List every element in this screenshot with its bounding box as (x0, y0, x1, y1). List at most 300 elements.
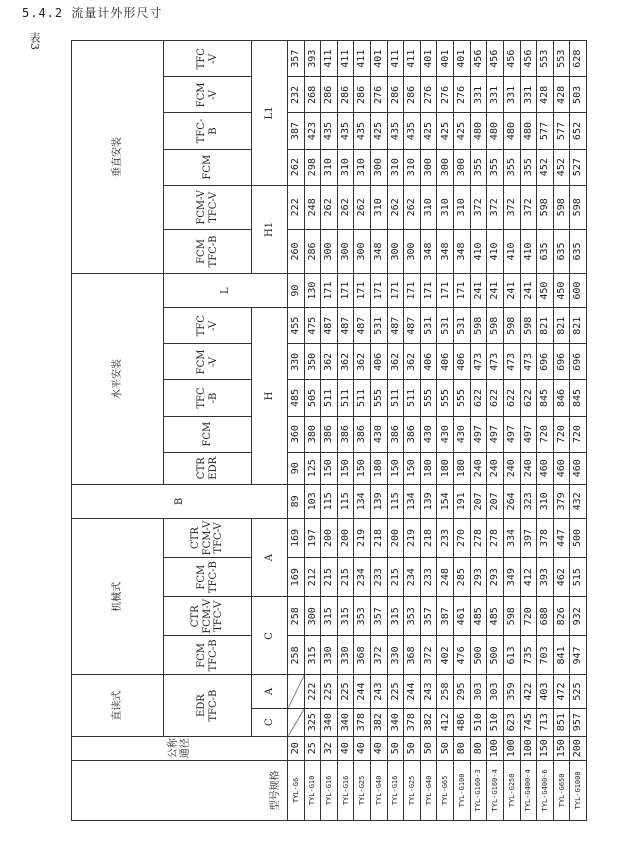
cell-h-fcm: 430 (437, 416, 454, 452)
cell-h-ctr: 240 (503, 452, 520, 484)
cell-v-fcm: 355 (487, 149, 504, 185)
header-mech-c-ctr: CTR FCM-V TFC-V (164, 597, 252, 636)
cell-m-a2: 200 (321, 518, 338, 557)
cell-m-c1: 372 (371, 636, 388, 675)
cell-v-tfcv: 553 (537, 41, 554, 77)
cell-h-tfcb: 555 (420, 380, 437, 416)
cell-v-h1b: 262 (354, 185, 371, 229)
cell-h-tfcb: 846 (553, 380, 570, 416)
cell-v-tfcv: 401 (454, 41, 471, 77)
cell-h-tfcb: 511 (354, 380, 371, 416)
cell-m-a1: 215 (387, 558, 404, 597)
cell-v-fcmv: 276 (420, 77, 437, 113)
cell-h-tfcb: 845 (570, 380, 587, 416)
cell-v-h1a: 635 (537, 229, 554, 273)
cell-v-h1a: 260 (288, 229, 305, 273)
cell-v-h1a: 348 (371, 229, 388, 273)
table-row (420, 41, 437, 821)
cell-h-fcm: 386 (354, 416, 371, 452)
cell-h-fcm: 497 (487, 416, 504, 452)
cell-m-c2: 387 (437, 597, 454, 636)
cell-h-tfcb: 511 (321, 380, 338, 416)
cell-m-a1: 462 (553, 558, 570, 597)
cell-dn: 32 (321, 736, 338, 760)
cell-dn: 100 (503, 736, 520, 760)
cell-m-a1: 233 (420, 558, 437, 597)
cell-v-tfcv: 456 (470, 41, 487, 77)
cell-v-tfcb: 425 (437, 113, 454, 149)
cell-b: 139 (420, 484, 437, 518)
cell-b: 207 (487, 484, 504, 518)
cell-dn: 100 (520, 736, 537, 760)
cell-h-fcm: 430 (420, 416, 437, 452)
cell-v-fcmv: 286 (387, 77, 404, 113)
cell-v-tfcb: 435 (387, 113, 404, 149)
cell-m-a2: 378 (537, 518, 554, 557)
header-v-tfcb: TFC- B (164, 113, 252, 149)
cell-v-h1a: 410 (470, 229, 487, 273)
header-ctr-edr: CTR EDR (164, 452, 252, 484)
cell-b: 310 (537, 484, 554, 518)
cell-v-tfcb: 425 (454, 113, 471, 149)
cell-v-h1b: 598 (537, 185, 554, 229)
cell-m-a2: 200 (337, 518, 354, 557)
cell-b: 115 (321, 484, 338, 518)
cell-h-ctr: 150 (337, 452, 354, 484)
table-row (354, 41, 371, 821)
cell-m-c2: 485 (487, 597, 504, 636)
header-h-tfcv: TFC -V (164, 308, 252, 344)
table-row (570, 41, 587, 821)
table-row (470, 41, 487, 821)
cell-h-tfcv: 821 (537, 308, 554, 344)
cell-m-c1: 613 (503, 636, 520, 675)
cell-v-tfcb: 577 (537, 113, 554, 149)
cell-v-fcmv: 331 (470, 77, 487, 113)
cell-dr-c: 412 (437, 708, 454, 736)
cell-v-h1a: 300 (404, 229, 421, 273)
cell-v-fcm: 300 (420, 149, 437, 185)
cell-v-tfcv: 456 (487, 41, 504, 77)
cell-l: 171 (354, 274, 371, 308)
cell-m-a1: 248 (437, 558, 454, 597)
cell-v-fcm: 310 (354, 149, 371, 185)
table-row (437, 41, 454, 821)
header-mech-a-ctr: CTR FCM-V TFC-V (164, 518, 252, 557)
cell-v-h1a: 300 (387, 229, 404, 273)
header-edr-tfcb: EDR TFC-B (164, 675, 252, 736)
cell-b: 89 (288, 484, 305, 518)
cell-h-tfcv: 487 (337, 308, 354, 344)
cell-model: TYL-G40 (420, 760, 437, 820)
cell-m-c1: 735 (520, 636, 537, 675)
cell-dn: 25 (304, 736, 321, 760)
cell-h-ctr: 90 (288, 452, 305, 484)
cell-h-tfcv: 821 (570, 308, 587, 344)
cell-h-tfcb: 485 (288, 380, 305, 416)
cell-m-a1: 293 (470, 558, 487, 597)
cell-h-fcmv: 473 (503, 344, 520, 380)
cell-v-fcm: 310 (387, 149, 404, 185)
cell-dr-c: 378 (404, 708, 421, 736)
cell-dr-a: 225 (387, 675, 404, 708)
cell-dn: 100 (487, 736, 504, 760)
header-dr-c: C (252, 708, 288, 736)
cell-m-a1: 215 (337, 558, 354, 597)
cell-m-c2: 315 (337, 597, 354, 636)
cell-v-fcmv: 503 (570, 77, 587, 113)
table-row (371, 41, 388, 821)
table-row (520, 41, 537, 821)
cell-h-fcm: 720 (553, 416, 570, 452)
cell-m-a2: 270 (454, 518, 471, 557)
cell-dr-a: 222 (304, 675, 321, 708)
cell-h-tfcv: 487 (404, 308, 421, 344)
cell-model: TYL-G16 (337, 760, 354, 820)
cell-v-tfcb: 435 (337, 113, 354, 149)
cell-m-c1: 402 (437, 636, 454, 675)
cell-h-fcmv: 696 (553, 344, 570, 380)
cell-v-h1b: 372 (470, 185, 487, 229)
cell-v-tfcb: 480 (503, 113, 520, 149)
cell-model: TYL-G25 (354, 760, 371, 820)
cell-l: 90 (288, 274, 305, 308)
cell-h-fcm: 720 (537, 416, 554, 452)
cell-dn: 50 (437, 736, 454, 760)
cell-h-tfcv: 531 (420, 308, 437, 344)
cell-v-fcm: 300 (371, 149, 388, 185)
cell-v-h1a: 410 (503, 229, 520, 273)
cell-h-ctr: 125 (304, 452, 321, 484)
header-v-fcm: FCM (164, 149, 252, 185)
cell-m-c1: 947 (570, 636, 587, 675)
cell-dn: 40 (337, 736, 354, 760)
cell-h-fcmv: 473 (520, 344, 537, 380)
cell-dn: 150 (553, 736, 570, 760)
cell-m-c2: 598 (503, 597, 520, 636)
cell-v-fcmv: 286 (354, 77, 371, 113)
table-body (72, 41, 587, 821)
table-row (404, 41, 421, 821)
cell-v-h1b: 372 (503, 185, 520, 229)
cell-v-h1a: 410 (487, 229, 504, 273)
cell-h-tfcv: 531 (371, 308, 388, 344)
cell-dr-a: 258 (437, 675, 454, 708)
cell-h-fcmv: 406 (437, 344, 454, 380)
cell-h-tfcv: 475 (304, 308, 321, 344)
cell-dr-a: 225 (321, 675, 338, 708)
cell-b: 323 (520, 484, 537, 518)
cell-m-a2: 334 (503, 518, 520, 557)
cell-v-tfcv: 393 (304, 41, 321, 77)
cell-v-fcm: 300 (454, 149, 471, 185)
cell-m-a2: 219 (354, 518, 371, 557)
cell-l: 241 (487, 274, 504, 308)
dimension-table (71, 40, 587, 821)
cell-m-c2: 315 (387, 597, 404, 636)
cell-dr-c: 382 (420, 708, 437, 736)
header-v-fcmv: FCM -V (164, 77, 252, 113)
cell-h-tfcv: 598 (487, 308, 504, 344)
cell-m-c2: 485 (470, 597, 487, 636)
cell-m-c2: 258 (288, 597, 305, 636)
cell-model: TYL-G25 (404, 760, 421, 820)
table-row (321, 41, 338, 821)
cell-b: 134 (404, 484, 421, 518)
cell-dr-a: 243 (420, 675, 437, 708)
header-h: H (252, 308, 288, 485)
cell-l: 171 (404, 274, 421, 308)
cell-m-c1: 500 (470, 636, 487, 675)
cell-b: 103 (304, 484, 321, 518)
cell-dr-c: 745 (520, 708, 537, 736)
cell-m-a1: 393 (537, 558, 554, 597)
cell-h-fcm: 720 (570, 416, 587, 452)
cell-h-ctr: 150 (354, 452, 371, 484)
cell-h-fcmv: 473 (487, 344, 504, 380)
table-row (337, 41, 354, 821)
cell-b: 115 (387, 484, 404, 518)
cell-model: TYL-G160-4 (487, 760, 504, 820)
cell-dr-c: 957 (570, 708, 587, 736)
cell-dr-a: 295 (454, 675, 471, 708)
cell-h-ctr: 180 (437, 452, 454, 484)
cell-h-ctr: 180 (371, 452, 388, 484)
cell-h-tfcb: 511 (404, 380, 421, 416)
cell-m-c1: 330 (337, 636, 354, 675)
cell-h-fcmv: 362 (404, 344, 421, 380)
cell-h-ctr: 240 (470, 452, 487, 484)
cell-l: 450 (537, 274, 554, 308)
cell-l: 241 (520, 274, 537, 308)
cell-h-tfcv: 531 (454, 308, 471, 344)
cell-h-tfcv: 487 (321, 308, 338, 344)
cell-m-c1: 500 (487, 636, 504, 675)
cell-m-a2: 200 (387, 518, 404, 557)
cell-v-tfcv: 456 (503, 41, 520, 77)
cell-v-h1a: 410 (520, 229, 537, 273)
cell-dr-a (288, 675, 305, 708)
cell-v-h1b: 598 (570, 185, 587, 229)
cell-v-fcm: 452 (553, 149, 570, 185)
cell-m-a2: 169 (288, 518, 305, 557)
cell-v-h1a: 300 (337, 229, 354, 273)
cell-m-a2: 218 (420, 518, 437, 557)
cell-v-fcm: 527 (570, 149, 587, 185)
cell-l: 130 (304, 274, 321, 308)
cell-model: TYL-G16 (387, 760, 404, 820)
cell-v-tfcb: 480 (470, 113, 487, 149)
cell-m-a1: 212 (304, 558, 321, 597)
cell-h-ctr: 150 (387, 452, 404, 484)
cell-l: 171 (371, 274, 388, 308)
cell-h-fcmv: 696 (570, 344, 587, 380)
cell-h-tfcv: 487 (354, 308, 371, 344)
header-dr-a: A (252, 675, 288, 708)
cell-h-fcm: 430 (371, 416, 388, 452)
header-vertical: 垂直安装 (72, 41, 164, 274)
cell-model: TYL-G40 (371, 760, 388, 820)
cell-h-ctr: 460 (553, 452, 570, 484)
cell-h-fcm: 497 (503, 416, 520, 452)
cell-h-tfcb: 622 (520, 380, 537, 416)
cell-m-a2: 278 (487, 518, 504, 557)
cell-l: 450 (553, 274, 570, 308)
cell-h-tfcv: 487 (387, 308, 404, 344)
cell-h-tfcb: 505 (304, 380, 321, 416)
cell-dr-a: 243 (371, 675, 388, 708)
table-row (454, 41, 471, 821)
cell-b: 191 (454, 484, 471, 518)
cell-h-tfcb: 622 (503, 380, 520, 416)
section-title: 5.4.2 流量计外形尺寸 (22, 6, 163, 20)
cell-v-fcmv: 428 (553, 77, 570, 113)
cell-h-ctr: 240 (487, 452, 504, 484)
cell-m-a2: 218 (371, 518, 388, 557)
cell-v-tfcv: 401 (437, 41, 454, 77)
cell-h-fcm: 497 (470, 416, 487, 452)
cell-l: 241 (503, 274, 520, 308)
cell-m-c2: 357 (420, 597, 437, 636)
cell-v-h1a: 300 (321, 229, 338, 273)
cell-h-tfcb: 555 (371, 380, 388, 416)
cell-m-c2: 461 (454, 597, 471, 636)
cell-m-c1: 368 (354, 636, 371, 675)
cell-m-a1: 349 (503, 558, 520, 597)
cell-h-tfcv: 531 (437, 308, 454, 344)
cell-v-fcm: 262 (288, 149, 305, 185)
cell-m-a2: 447 (553, 518, 570, 557)
cell-b: 154 (437, 484, 454, 518)
cell-m-a2: 500 (570, 518, 587, 557)
cell-h-fcm: 386 (404, 416, 421, 452)
cell-model: TYL-G65 (437, 760, 454, 820)
cell-m-c2: 688 (537, 597, 554, 636)
cell-dn: 150 (537, 736, 554, 760)
cell-v-h1a: 348 (454, 229, 471, 273)
cell-m-c1: 330 (387, 636, 404, 675)
cell-dr-a: 422 (520, 675, 537, 708)
cell-v-tfcv: 357 (288, 41, 305, 77)
cell-m-c2: 353 (404, 597, 421, 636)
cell-dr-c: 382 (371, 708, 388, 736)
cell-v-h1b: 262 (337, 185, 354, 229)
table-row (553, 41, 570, 821)
cell-v-fcmv: 276 (454, 77, 471, 113)
cell-dr-c: 486 (454, 708, 471, 736)
cell-h-tfcb: 511 (337, 380, 354, 416)
cell-dr-a: 303 (470, 675, 487, 708)
cell-v-fcmv: 286 (321, 77, 338, 113)
cell-dr-a: 472 (553, 675, 570, 708)
cell-h-tfcb: 622 (470, 380, 487, 416)
cell-model: TYL-G6 (288, 760, 305, 820)
cell-h-fcmv: 362 (387, 344, 404, 380)
cell-dr-c: 325 (304, 708, 321, 736)
cell-model: TYL-G650 (553, 760, 570, 820)
cell-m-a1: 169 (288, 558, 305, 597)
cell-m-c1: 703 (537, 636, 554, 675)
cell-model: TYL-G400-4 (520, 760, 537, 820)
cell-v-fcmv: 276 (437, 77, 454, 113)
cell-h-fcm: 430 (454, 416, 471, 452)
cell-v-tfcv: 411 (337, 41, 354, 77)
cell-v-fcm: 310 (321, 149, 338, 185)
header-mech-a-fcm: FCM TFC-B (164, 558, 252, 597)
cell-b: 115 (337, 484, 354, 518)
cell-h-tfcv: 455 (288, 308, 305, 344)
header-mechanical: 机械式 (72, 518, 164, 675)
cell-h-fcmv: 406 (371, 344, 388, 380)
cell-v-h1a: 635 (570, 229, 587, 273)
cell-v-h1b: 310 (437, 185, 454, 229)
cell-h-fcmv: 362 (321, 344, 338, 380)
cell-l: 171 (321, 274, 338, 308)
cell-h-fcmv: 362 (337, 344, 354, 380)
cell-dr-c: 340 (337, 708, 354, 736)
cell-v-h1b: 222 (288, 185, 305, 229)
cell-m-a1: 233 (371, 558, 388, 597)
cell-v-tfcb: 435 (404, 113, 421, 149)
cell-v-fcmv: 331 (487, 77, 504, 113)
cell-v-h1a: 348 (420, 229, 437, 273)
cell-model: TYL-G250 (503, 760, 520, 820)
header-h-fcmv: FCM -V (164, 344, 252, 380)
table-row (503, 41, 520, 821)
cell-m-c1: 476 (454, 636, 471, 675)
cell-v-fcmv: 286 (337, 77, 354, 113)
table-row (288, 41, 305, 821)
cell-h-ctr: 180 (454, 452, 471, 484)
cell-m-a2: 233 (437, 518, 454, 557)
header-l1: L1 (252, 41, 288, 186)
cell-v-fcm: 355 (503, 149, 520, 185)
cell-m-c1: 372 (420, 636, 437, 675)
cell-h-tfcv: 598 (503, 308, 520, 344)
cell-h-fcmv: 696 (537, 344, 554, 380)
cell-h-fcm: 360 (288, 416, 305, 452)
cell-v-tfcb: 425 (371, 113, 388, 149)
header-mech-c: C (252, 597, 288, 675)
cell-v-tfcb: 435 (354, 113, 371, 149)
cell-dn: 20 (288, 736, 305, 760)
cell-dr-c: 851 (553, 708, 570, 736)
cell-l: 241 (470, 274, 487, 308)
cell-v-fcm: 310 (337, 149, 354, 185)
cell-m-c2: 300 (304, 597, 321, 636)
cell-h-fcmv: 473 (470, 344, 487, 380)
cell-v-h1b: 310 (371, 185, 388, 229)
cell-v-fcm: 355 (520, 149, 537, 185)
cell-h-fcmv: 350 (304, 344, 321, 380)
cell-dn: 80 (454, 736, 471, 760)
cell-v-h1b: 372 (487, 185, 504, 229)
cell-model: TYL-G160-3 (470, 760, 487, 820)
cell-h-ctr: 460 (570, 452, 587, 484)
cell-v-fcm: 355 (470, 149, 487, 185)
cell-h-fcm: 386 (387, 416, 404, 452)
cell-dn: 50 (387, 736, 404, 760)
header-h-tfcb: TFC -B (164, 380, 252, 416)
table-row (304, 41, 321, 821)
cell-v-tfcv: 628 (570, 41, 587, 77)
table-label: 表3 (28, 32, 41, 50)
table-row (387, 41, 404, 821)
cell-dr-c: 510 (487, 708, 504, 736)
cell-l: 171 (420, 274, 437, 308)
cell-dn: 80 (470, 736, 487, 760)
cell-v-tfcb: 423 (304, 113, 321, 149)
